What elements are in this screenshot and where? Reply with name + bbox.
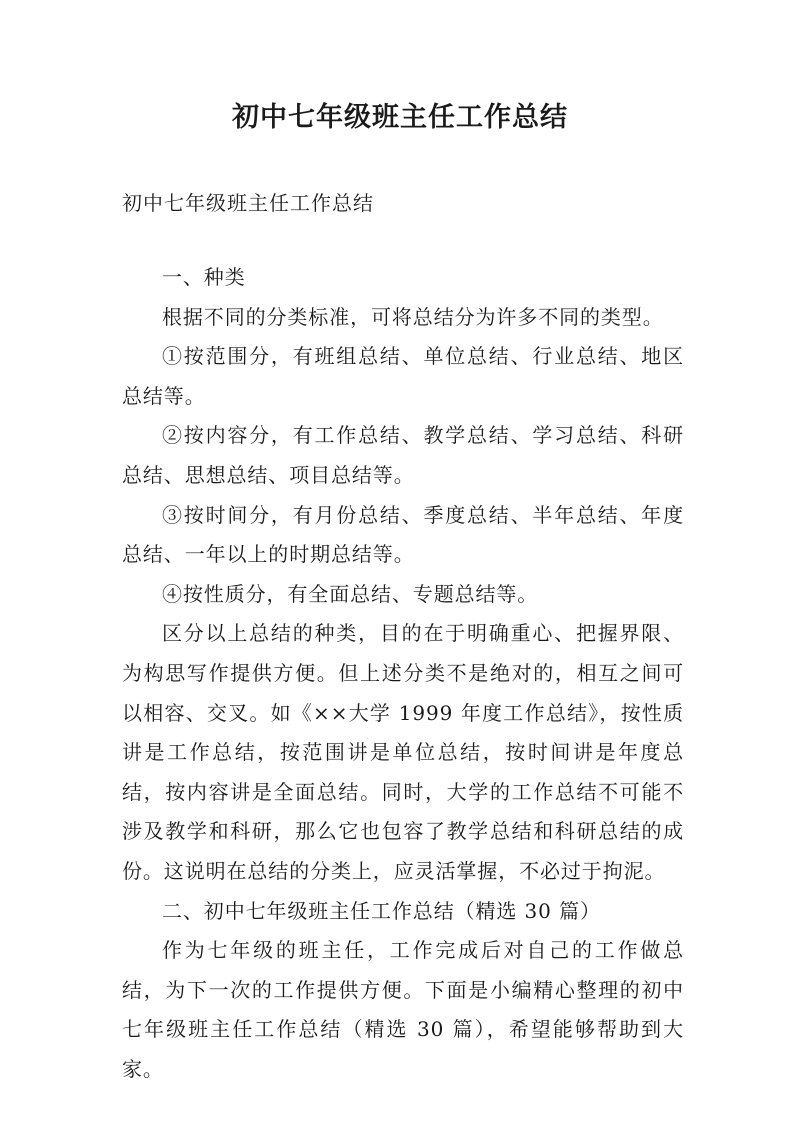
paragraph-intro: 根据不同的分类标准，可将总结分为许多不同的类型。 [162,304,664,329]
page-title: 初中七年级班主任工作总结 [232,102,568,133]
list-item-time: ③按时间分，有月份总结、季度总结、半年总结、年度总结、一年以上的时期总结等。 [122,502,684,567]
paragraph-explanation: 区分以上总结的种类，目的在于明确重心、把握界限、为构思写作提供方便。但上述分类不是绝对的，相互之间可以相容、交叉。如《××大学 1999 年度工作总结》，按性质讲是工作总结，按范围讲是单位总结，按时间讲是年度总结，按内容讲是全面总结。同时，大学的工作总结不可能不涉及教学和科研，那么它也包容了教学总结和科研总结的成份。这说明在总结的分类上，应灵活掌握，不必过于拘泥。 [122,621,684,883]
document-body [122,258,684,1089]
list-item-nature: ④按性质分，有全面总结、专题总结等。 [162,581,539,606]
list-item-scope: ①按范围分，有班组总结、单位总结、行业总结、地区总结等。 [122,344,684,408]
document-subtitle: 初中七年级班主任工作总结 [122,191,374,215]
section-heading-types: 一、种类 [162,265,246,289]
paragraph-closing: 作为七年级的班主任，工作完成后对自己的工作做总结，为下一次的工作提供方便。下面是小编精心整理的初中七年级班主任工作总结（精选 30 篇），希望能够帮助到大家。 [122,938,684,1081]
section-heading-summary: 二、初中七年级班主任工作总结（精选 30 篇） [162,898,601,923]
list-item-content: ②按内容分，有工作总结、教学总结、学习总结、科研总结、思想总结、项目总结等。 [122,423,684,487]
